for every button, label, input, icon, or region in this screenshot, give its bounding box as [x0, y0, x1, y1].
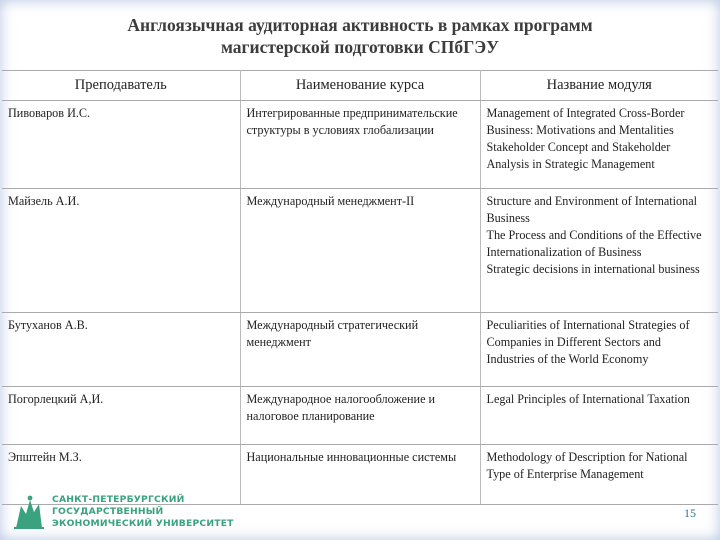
module-cell — [480, 445, 718, 505]
header-module: Название модуля — [480, 71, 718, 101]
course-cell: Международный менеджмент-II — [240, 189, 480, 313]
module-line: Methodology of Description for National Type of Enterprise Management — [486, 450, 688, 481]
slide-title-line-1: Англоязычная аудиторная активность в рамках программ — [127, 15, 593, 35]
module-cell — [480, 387, 718, 445]
university-name-line-1: САНКТ-ПЕТЕРБУРГСКИЙ — [52, 494, 185, 505]
module-line: Management of Integrated Cross-Border Business: Motivations and Mentalities — [486, 106, 685, 137]
university-name — [52, 494, 234, 530]
course-cell: Интегрированные предпринимательские структуры в условиях глобализации — [240, 101, 480, 189]
university-logo — [12, 492, 234, 534]
university-emblem-icon — [12, 494, 46, 530]
slide-title-line-2: магистерской подготовки СПбГЭУ — [220, 37, 499, 57]
module-cell — [480, 101, 718, 189]
teacher-cell: Майзель А.И. — [2, 189, 240, 313]
course-cell: Национальные инновационные системы — [240, 445, 480, 505]
module-line: Legal Principles of International Taxation — [486, 392, 690, 406]
teacher-cell: Эпштейн М.З. — [2, 445, 240, 505]
table-header-row — [2, 71, 718, 101]
module-cell — [480, 313, 718, 387]
slide-title — [60, 14, 660, 58]
teacher-cell: Погорлецкий А,И. — [2, 387, 240, 445]
header-course: Наименование курса — [240, 71, 480, 101]
page-number: 15 — [684, 506, 696, 520]
teacher-cell: Пивоваров И.С. — [2, 101, 240, 189]
header-teacher: Преподаватель — [2, 71, 240, 101]
course-cell: Международное налогообложение и налоговое планирование — [240, 387, 480, 445]
teacher-cell: Бутуханов А.В. — [2, 313, 240, 387]
university-name-line-2: ГОСУДАРСТВЕННЫЙ — [52, 506, 164, 517]
table-row — [2, 189, 718, 313]
course-cell: Международный стратегический менеджмент — [240, 313, 480, 387]
module-line: The Process and Conditions of the Effective Internationalization of Business — [486, 228, 702, 259]
module-cell — [480, 189, 718, 313]
module-line: Structure and Environment of International Business — [486, 194, 698, 225]
table-row — [2, 313, 718, 387]
module-line: Strategic decisions in international business — [486, 262, 700, 276]
module-line: Stakeholder Concept and Stakeholder Analysis in Strategic Management — [486, 140, 671, 171]
module-line: Peculiarities of International Strategies of Companies in Different Sectors and Industries of the World Economy — [486, 318, 690, 366]
university-name-line-3: ЭКОНОМИЧЕСКИЙ УНИВЕРСИТЕТ — [52, 518, 234, 529]
table-row — [2, 101, 718, 189]
table-row — [2, 387, 718, 445]
course-table — [2, 70, 718, 505]
